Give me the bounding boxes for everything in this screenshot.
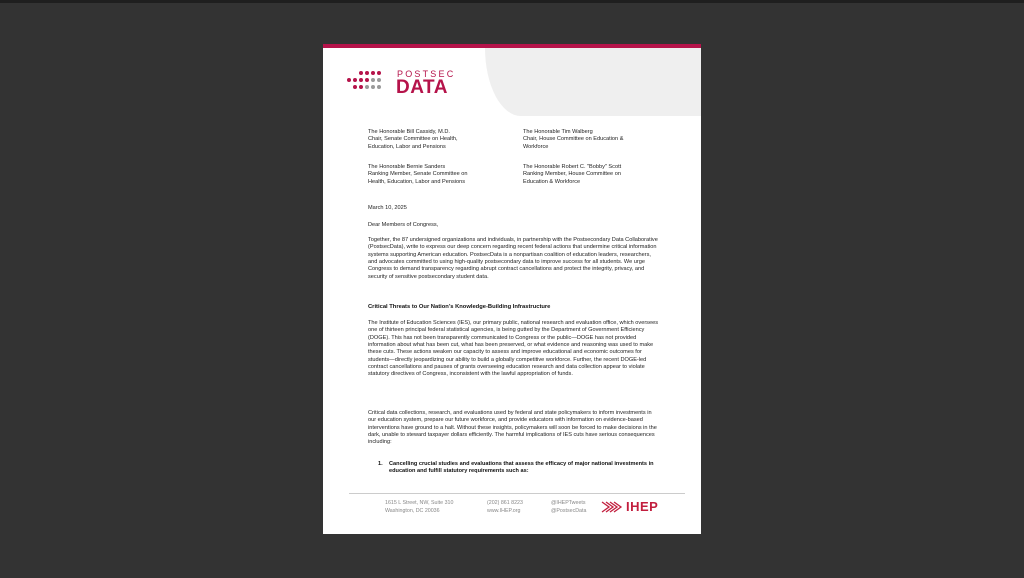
document-page bbox=[323, 44, 701, 534]
footer-social: @IHEPTweets @PostsecData bbox=[551, 500, 587, 514]
recipient-scott: The Honorable Robert C. "Bobby" Scott Ranking Member, House Committee on Education & Workforce bbox=[523, 164, 622, 185]
postsecdata-logo bbox=[345, 68, 485, 98]
header-shape bbox=[485, 48, 701, 116]
ihep-logo bbox=[601, 499, 681, 515]
recipient-sanders: The Honorable Bernie Sanders Ranking Member, Senate Committee on Health, Education, Labor and Pensions bbox=[368, 164, 468, 185]
paragraph-intro: Together, the 87 undersigned organizations and individuals, in partnership with the Postsecondary Data Collaborative (PostsecData), write to express our deep concern regarding recent federal actions that undermine critical information systems supporting American education. PostsecData is a nonpartisan coalition of education leaders, researchers, and advocates committed to using high-quality postsecondary data to improve success for all students. We urge Congress to demand transparency regarding abrupt contract cancellations and protect the integrity, privacy, and security of sensitive postsecondary student data. bbox=[368, 237, 658, 280]
salutation: Dear Members of Congress, bbox=[368, 222, 439, 228]
logo-postsec-text: POSTSEC bbox=[397, 69, 456, 79]
ihep-text: IHEP bbox=[626, 499, 659, 514]
logo-dots-icon bbox=[345, 71, 385, 95]
ihep-mark-icon bbox=[601, 500, 623, 513]
viewer-top-edge bbox=[0, 0, 1024, 3]
recipient-walberg: The Honorable Tim Walberg Chair, House Committee on Education & Workforce bbox=[523, 129, 624, 150]
footer-contact: (202) 861 8223 www.IHEP.org bbox=[487, 500, 523, 514]
footer-divider bbox=[349, 493, 685, 494]
list-item: Cancelling crucial studies and evaluations that assess the efficacy of major national investments in education and fulfill statutory requirements such as: bbox=[389, 461, 654, 475]
list-item-number: 1. bbox=[378, 461, 383, 467]
paragraph-implications: Critical data collections, research, and evaluations used by federal and state policymakers to inform investments in our education system, prepare our future workforce, and provide educators with information on evidence-based interventions have ground to a halt. Without these insights, policymakers will soon be forced to make decisions in the dark, unable to steward taxpayer dollars efficiently. The harmful implications of IES cuts have serious consequences including: bbox=[368, 410, 657, 446]
section-heading: Critical Threats to Our Nation’s Knowledge-Building Infrastructure bbox=[368, 304, 551, 310]
footer-address: 1615 L Street, NW, Suite 310 Washington, DC 20036 bbox=[385, 500, 454, 514]
logo-data-text: DATA bbox=[396, 77, 448, 98]
letter-date: March 10, 2025 bbox=[368, 205, 407, 211]
paragraph-ies: The Institute of Education Sciences (IES), our primary public, national research and evaluation office, which oversees one of thirteen principal federal statistical agencies, is being gutted by the Department of Government Efficiency (DOGE). This has not been transparently communicated to Congress or the public—DOGE has not provided information about what has been cut, what has been preserved, or what evidence and reasoning was used to make these cuts. These actions weaken our capacity to assess and improve educational and economic outcomes for students—directly jeopardizing our ability to build a globally competitive workforce. Further, the recent DOGE-led contract cancellations and pauses of grants overseeing education research and data collection appear to violate statutory directives of Congress, inconsistent with the lawful appropriation of funds. bbox=[368, 320, 658, 378]
recipient-cassidy: The Honorable Bill Cassidy, M.D. Chair, Senate Committee on Health, Education, Labor and Pensions bbox=[368, 129, 458, 150]
